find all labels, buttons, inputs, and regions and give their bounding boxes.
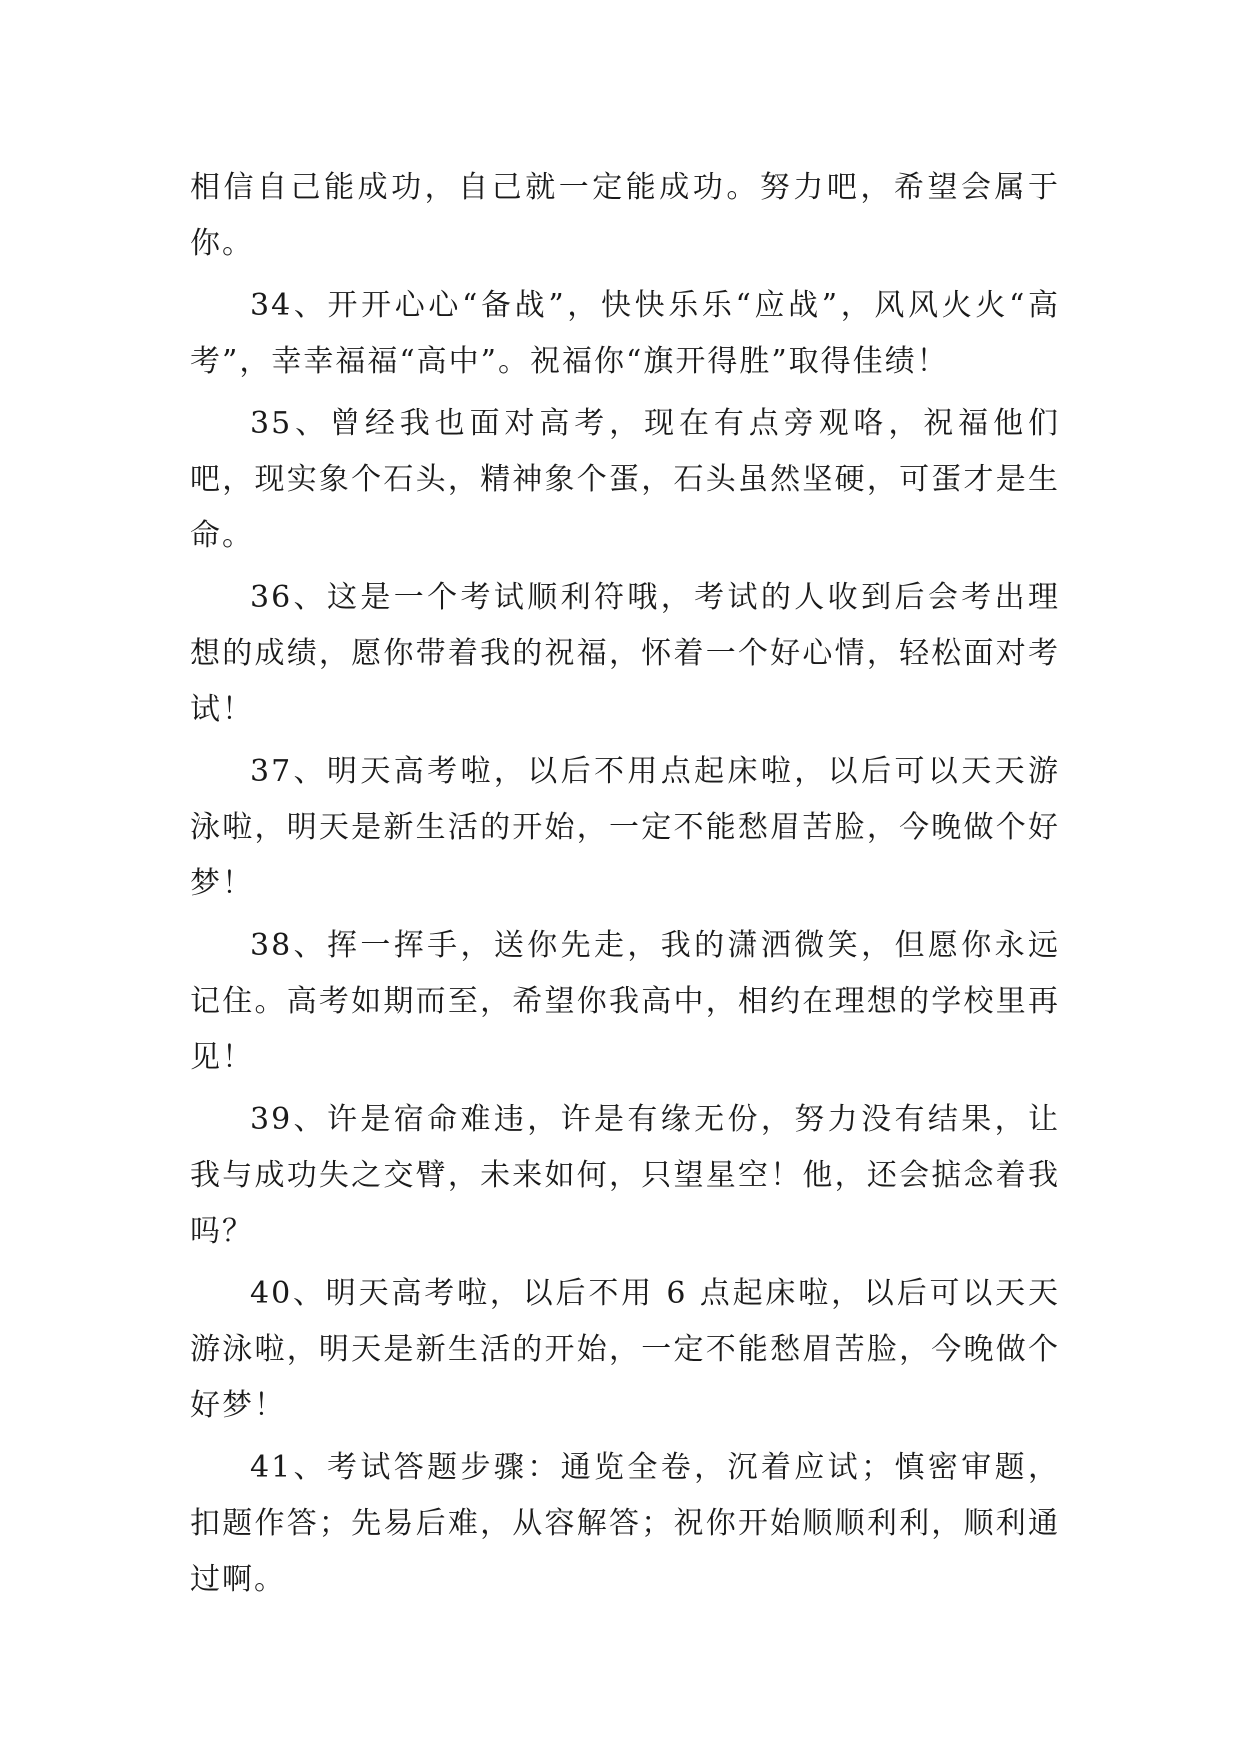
paragraph-continuation: 相信自己能成功，自己就一定能成功。努力吧，希望会属于你。 <box>190 170 1060 261</box>
paragraph-36: 36、这是一个考试顺利符哦，考试的人收到后会考出理想的成绩，愿你带着我的祝福，怀着一个好心情，轻松面对考试！ <box>190 580 1060 727</box>
paragraph-37: 37、明天高考啦，以后不用点起床啦，以后可以天天游泳啦，明天是新生活的开始，一定不能愁眉苦脸，今晚做个好梦！ <box>190 754 1060 901</box>
document-body <box>190 160 1060 1614</box>
paragraph-40: 40、明天高考啦，以后不用 6 点起床啦，以后可以天天游泳啦，明天是新生活的开始，一定不能愁眉苦脸，今晚做个好梦！ <box>190 1276 1060 1423</box>
paragraph-41: 41、考试答题步骤：通览全卷，沉着应试；慎密审题，扣题作答；先易后难，从容解答；祝你开始顺顺利利，顺利通过啊。 <box>190 1450 1060 1597</box>
paragraph-39: 39、许是宿命难违，许是有缘无份，努力没有结果，让我与成功失之交臂，未来如何，只望星空！他，还会掂念着我吗？ <box>190 1102 1060 1249</box>
paragraph-34: 34、开开心心“备战”，快快乐乐“应战”，风风火火“高考”，幸幸福福“高中”。祝福你“旗开得胜”取得佳绩！ <box>190 288 1060 379</box>
paragraph-38: 38、挥一挥手，送你先走，我的潇洒微笑，但愿你永远记住。高考如期而至，希望你我高中，相约在理想的学校里再见！ <box>190 928 1060 1075</box>
paragraph-35: 35、曾经我也面对高考，现在有点旁观咯，祝福他们吧，现实象个石头，精神象个蛋，石头虽然坚硬，可蛋才是生命。 <box>190 406 1060 553</box>
